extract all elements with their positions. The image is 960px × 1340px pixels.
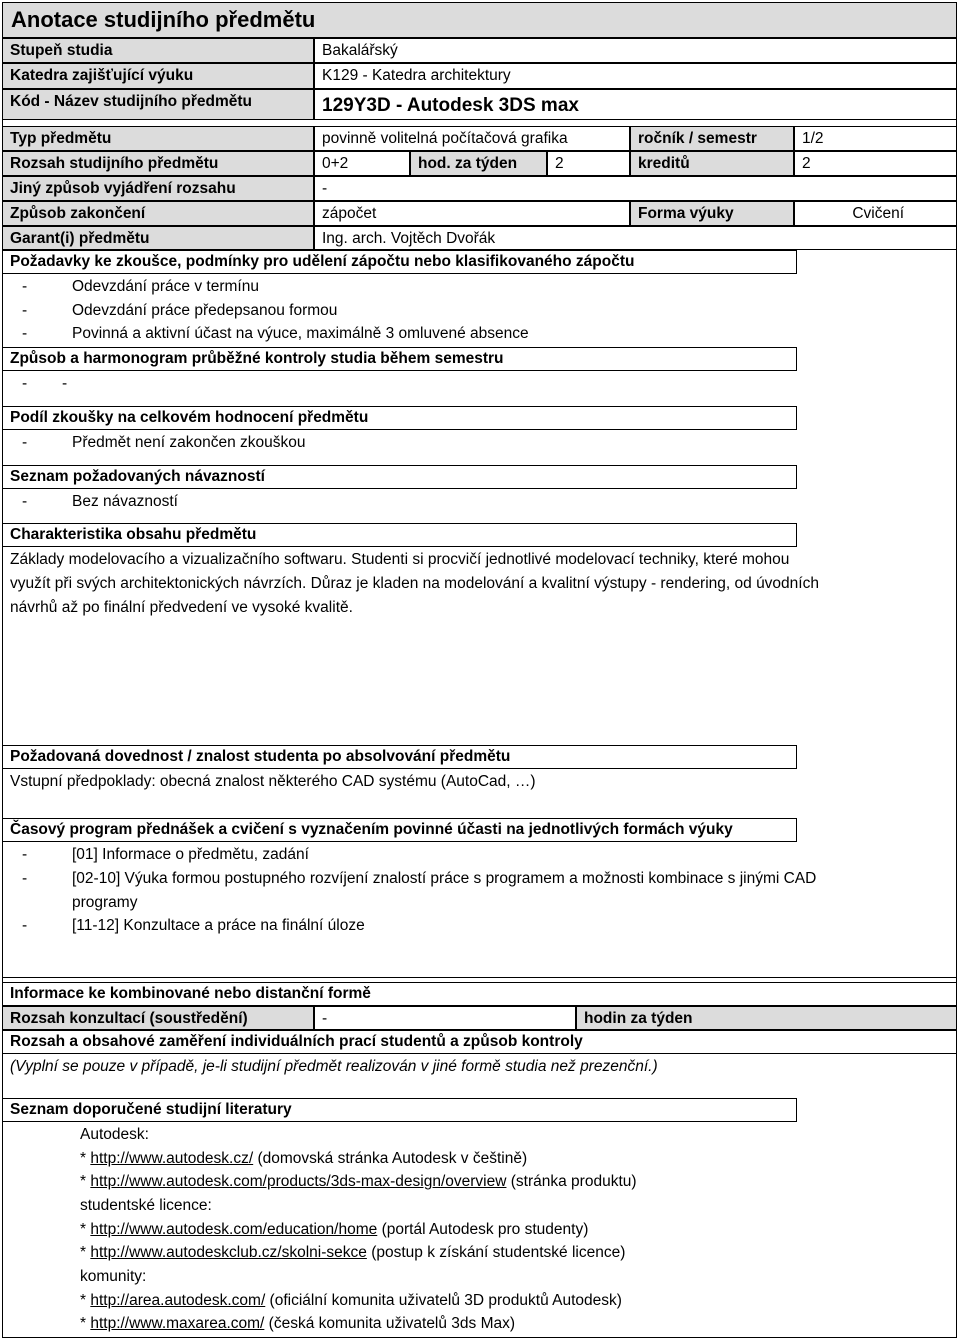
link-autodesk-cz[interactable]: http://www.autodesk.cz/: [90, 1150, 254, 1167]
charakteristika-line: návrhů až po finální předvedení ve vysoké kvalitě.: [10, 599, 353, 616]
garant-label: Garant(i) předmětu: [2, 226, 314, 250]
hod-value: 2: [547, 151, 630, 176]
literatura-item: * http://area.autodesk.com/ (oficiální komunita uživatelů 3D produktů Autodesk): [80, 1292, 622, 1309]
document-title: Anotace studijního předmětu: [2, 2, 957, 38]
podil-heading: Podíl zkoušky na celkovém hodnocení předmětu: [2, 406, 797, 430]
forma-label: Forma výuky: [630, 201, 794, 226]
list-item: - Povinná a aktivní účast na výuce, maximálně 3 omluvené absence: [22, 325, 529, 342]
kod-label: Kód - Název studijního předmětu: [2, 89, 314, 120]
charakteristika-line: Základy modelovacího a vizualizačního softwaru. Studenti si procvičí jednotlivé modelovací techniky, které mohou: [10, 551, 790, 568]
literatura-group-label: studentské licence:: [80, 1197, 212, 1214]
link-autodeskclub[interactable]: http://www.autodeskclub.cz/skolni-sekce: [90, 1244, 367, 1261]
rocnik-value: 1/2: [794, 126, 957, 151]
program-heading: Časový program přednášek a cvičení s vyznačením povinné účasti na jednotlivých formách výuky: [2, 818, 797, 842]
jiny-value: -: [314, 176, 957, 201]
charakteristika-heading: Charakteristika obsahu předmětu: [2, 523, 797, 547]
konzultace-value: -: [314, 1006, 576, 1030]
obsah-heading: Rozsah a obsahové zaměření individuálních prací studentů a způsob kontroly: [2, 1030, 957, 1054]
literatura-item: * http://www.autodesk.com/products/3ds-max-design/overview (stránka produktu): [80, 1173, 637, 1190]
kreditu-label: kreditů: [630, 151, 794, 176]
zakonceni-label: Způsob zakončení: [2, 201, 314, 226]
rozsah-value: 0+2: [314, 151, 410, 176]
rozsah-label: Rozsah studijního předmětu: [2, 151, 314, 176]
harmonogram-heading: Způsob a harmonogram průběžné kontroly studia během semestru: [2, 347, 797, 371]
literatura-item: * http://www.maxarea.com/ (česká komunita uživatelů 3ds Max): [80, 1315, 516, 1332]
list-item: - [02-10] Výuka formou postupného rozvíjení znalostí práce s programem a možnosti kombinace s jinými CAD: [22, 870, 817, 887]
dovednost-heading: Požadovaná dovednost / znalost studenta po absolvování předmětu: [2, 745, 797, 769]
list-item: - [11-12] Konzultace a práce na finální úloze: [22, 917, 365, 934]
list-item: - Předmět není zakončen zkouškou: [22, 434, 306, 451]
zakonceni-value: zápočet: [314, 201, 630, 226]
konzultace-label: Rozsah konzultací (soustředění): [2, 1006, 314, 1030]
typ-value: povinně volitelná počítačová grafika: [314, 126, 630, 151]
stupen-value: Bakalářský: [314, 38, 957, 63]
literatura-heading: Seznam doporučené studijní literatury: [2, 1098, 797, 1122]
distancni-heading: Informace ke kombinované nebo distanční formě: [2, 982, 957, 1006]
link-autodesk-3ds-max[interactable]: http://www.autodesk.com/products/3ds-max-design/overview: [90, 1173, 507, 1190]
hod-label: hod. za týden: [410, 151, 547, 176]
garant-value: Ing. arch. Vojtěch Dvořák: [314, 226, 957, 250]
rocnik-label: ročník / semestr: [630, 126, 794, 151]
list-item: - Odevzdání práce předepsanou formou: [22, 302, 338, 319]
charakteristika-line: využít při svých architektonických návrzích. Důraz je kladen na modelování a kvalitní výstupy - rendering, od úvodních: [10, 575, 819, 592]
section-divider: [2, 977, 957, 978]
list-item: - [01] Informace o předmětu, zadání: [22, 846, 309, 863]
list-item-continuation: programy: [72, 894, 138, 911]
link-maxarea[interactable]: http://www.maxarea.com/: [90, 1315, 265, 1332]
typ-label: Typ předmětu: [2, 126, 314, 151]
kod-value: 129Y3D - Autodesk 3DS max: [314, 89, 957, 120]
distancni-note: (Vyplní se pouze v případě, je-li studijní předmět realizován v jiné formě studia než prezenční.): [10, 1058, 658, 1075]
link-autodesk-education[interactable]: http://www.autodesk.com/education/home: [90, 1221, 378, 1238]
kreditu-value: 2: [794, 151, 957, 176]
list-item: - -: [22, 375, 68, 392]
list-item: - Odevzdání práce v termínu: [22, 278, 259, 295]
katedra-value: K129 - Katedra architektury: [314, 63, 957, 89]
literatura-item: * http://www.autodesk.com/education/home (portál Autodesk pro studenty): [80, 1221, 589, 1238]
stupen-label: Stupeň studia: [2, 38, 314, 63]
literatura-item: * http://www.autodesk.cz/ (domovská stránka Autodesk v češtině): [80, 1150, 528, 1167]
katedra-label: Katedra zajišťující výuku: [2, 63, 314, 89]
hodin-label: hodin za týden: [576, 1006, 957, 1030]
pozadavky-heading: Požadavky ke zkoušce, podmínky pro udělení zápočtu nebo klasifikovaného zápočtu: [2, 250, 797, 274]
list-item: - Bez návazností: [22, 493, 178, 510]
jiny-label: Jiný způsob vyjádření rozsahu: [2, 176, 314, 201]
literatura-group-label: komunity:: [80, 1268, 147, 1285]
link-area-autodesk[interactable]: http://area.autodesk.com/: [90, 1292, 266, 1309]
forma-value: Cvičení: [794, 201, 957, 226]
dovednost-text: Vstupní předpoklady: obecná znalost některého CAD systému (AutoCad, …): [10, 773, 536, 790]
literatura-item: * http://www.autodeskclub.cz/skolni-sekce (postup k získání studentské licence): [80, 1244, 626, 1261]
literatura-group-label: Autodesk:: [80, 1126, 149, 1143]
navaznosti-heading: Seznam požadovaných návazností: [2, 465, 797, 489]
